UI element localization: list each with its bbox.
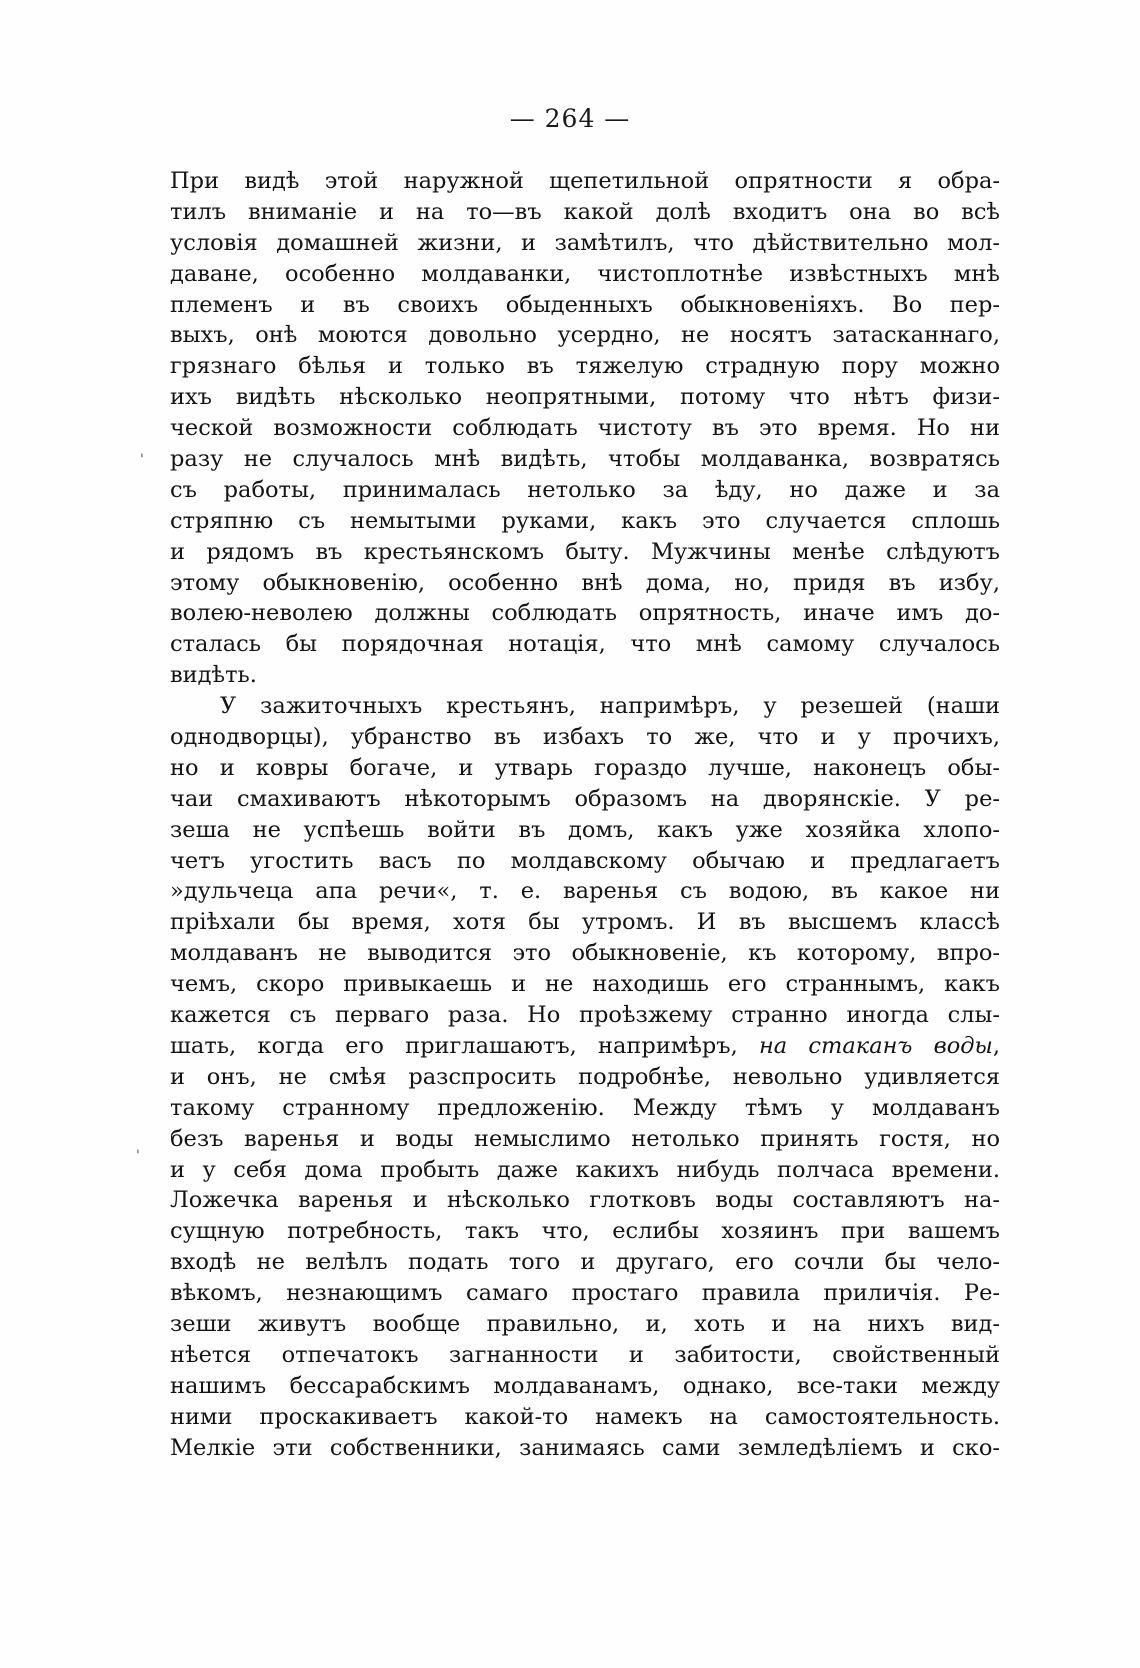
paragraph-2 — [170, 691, 1000, 1463]
text-line: нѣется отпечатокъ загнанности и забитости, свойственный — [170, 1341, 1000, 1368]
text-line: и онъ, не смѣя разспросить подробнѣе, невольно удивляется — [170, 1063, 1000, 1090]
text-line: но и ковры богаче, и утварь гораздо лучше, наконецъ обы- — [170, 754, 1000, 781]
text-line: пріѣхали бы время, хотя бы утромъ. И въ высшемъ классѣ — [170, 909, 1000, 936]
text-line: однодворцы), убранство въ избахъ то же, что и у прочихъ, — [170, 724, 1000, 751]
text-line: грязнаго бѣлья и только въ тяжелую страдную пору можно — [170, 353, 1000, 380]
text-line: съ работы, принималась нетолько за ѣду, но даже и за — [170, 476, 1000, 503]
text-line: нашимъ бессарабскимъ молдаванамъ, однако, все-таки между — [170, 1372, 1000, 1399]
text-line: сущную потребность, такъ что, еслибы хозяинъ при вашемъ — [170, 1218, 1000, 1245]
text-line: выхъ, онѣ моются довольно усердно, не носятъ затасканнаго, — [170, 322, 1000, 349]
text-line: такому странному предложенію. Между тѣмъ у молдаванъ — [170, 1094, 1000, 1121]
text-line: кажется съ перваго раза. Но проѣзжему странно иногда слы- — [170, 1002, 1000, 1029]
text-line: этому обыкновенію, особенно внѣ дома, но, придя въ избу, — [170, 569, 1000, 596]
margin-speck: ' — [136, 1148, 140, 1164]
paragraph-1 — [170, 166, 1000, 691]
text-line: У зажиточныхъ крестьянъ, напримѣръ, у резешей (наши — [220, 693, 1000, 720]
text-line: безъ варенья и воды немыслимо нетолько принять гостя, но — [170, 1125, 1000, 1152]
page-number: — 264 — — [509, 104, 631, 133]
page-body — [170, 166, 1000, 1463]
text-line: ческой возможности соблюдать чистоту въ это время. Но ни — [170, 415, 1000, 442]
text-line: входѣ не велѣлъ подать того и другаго, его сочли бы чело- — [170, 1249, 1000, 1276]
text-line: видѣть. — [170, 662, 257, 689]
text-line: племенъ и въ своихъ обыденныхъ обыкновеніяхъ. Во пер- — [170, 291, 1000, 318]
text-line: вѣкомъ, незнающимъ самаго простаго правила приличія. Ре- — [170, 1280, 1000, 1307]
text-line: ихъ видѣть нѣсколько неопрятными, потому что нѣтъ физи- — [170, 384, 1000, 411]
text-line: шать, когда его приглашаютъ, напримѣръ, на стаканъ воды, — [170, 1032, 1000, 1059]
text-line: Мелкіе эти собственники, занимаясь сами земледѣліемъ и ско- — [170, 1434, 1000, 1461]
text-line: условія домашней жизни, и замѣтилъ, что дѣйствительно мол- — [170, 229, 1000, 256]
text-line: стряпню съ немытыми руками, какъ это случается сплошь — [170, 507, 1000, 534]
text-line: разу не случалось мнѣ видѣть, чтобы молдаванка, возвратясь — [170, 446, 1000, 473]
margin-speck: ' — [140, 452, 144, 468]
text-line: волею-неволею должны соблюдать опрятность, иначе имъ до- — [170, 600, 1000, 627]
text-line: даване, особенно молдаванки, чистоплотнѣе извѣстныхъ мнѣ — [170, 260, 1000, 287]
text-line: четъ угостить васъ по молдавскому обычаю и предлагаетъ — [170, 847, 1000, 874]
text-line: Ложечка варенья и нѣсколько глотковъ воды составляютъ на- — [170, 1187, 1000, 1214]
text-line: чаи смахиваютъ нѣкоторымъ образомъ на дворянскіе. У ре- — [170, 785, 1000, 812]
text-line: тилъ вниманіе и на то—въ какой долѣ входитъ она во всѣ — [170, 198, 1000, 225]
text-line: и у себя дома пробыть даже какихъ нибудь полчаса времени. — [170, 1156, 1000, 1183]
text-line: и рядомъ въ крестьянскомъ быту. Мужчины менѣе слѣдуютъ — [170, 538, 1000, 565]
text-line: чемъ, скоро привыкаешь и не находишь его страннымъ, какъ — [170, 971, 1000, 998]
text-line: сталась бы порядочная нотація, что мнѣ самому случалось — [170, 631, 1000, 658]
text-line: »дульчеца апа речи«, т. е. варенья съ водою, въ какое ни — [170, 878, 1000, 905]
italic-phrase: на стаканъ воды — [758, 1032, 993, 1059]
text-line: зеша не успѣешь войти въ домъ, какъ уже хозяйка хлопо- — [170, 816, 1000, 843]
text-line: При видѣ этой наружной щепетильной опрятности я обра- — [170, 168, 1000, 194]
text-line: зеши живутъ вообще правильно, и, хоть и на нихъ вид- — [170, 1310, 1000, 1337]
text-line: ними проскакиваетъ какой-то намекъ на самостоятельность. — [170, 1403, 1000, 1430]
text-line: молдаванъ не выводится это обыкновеніе, къ которому, впро- — [170, 940, 1000, 967]
